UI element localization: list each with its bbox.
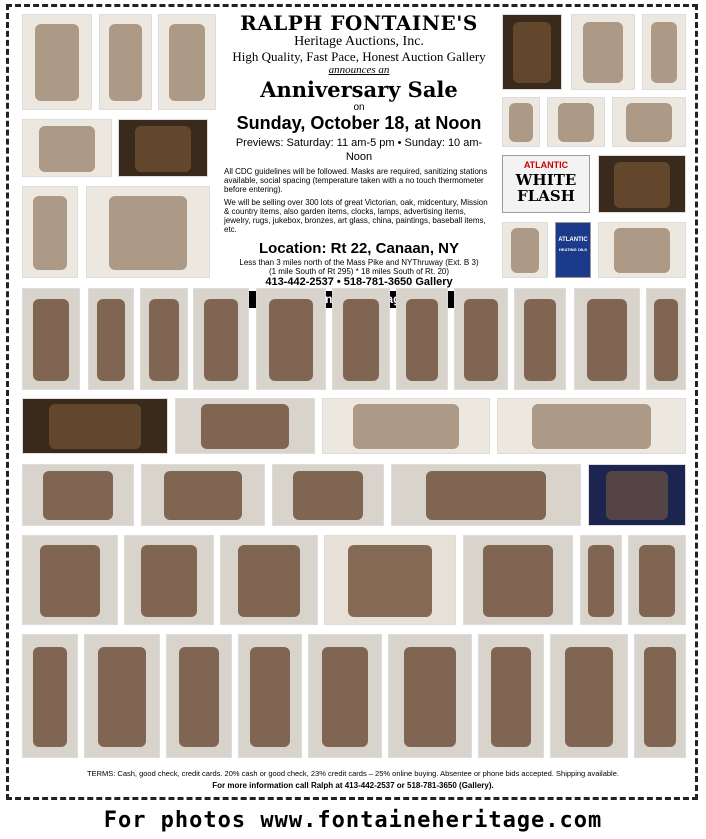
marble-table-photo <box>220 535 318 625</box>
carved-panel-photo <box>22 398 168 454</box>
white-flash-sign-photo <box>502 155 590 213</box>
carved-settle-photo <box>272 464 384 526</box>
mantel-clock-photo <box>502 97 540 147</box>
footer-website[interactable]: For photos www.fontaineheritage.com <box>103 808 603 833</box>
lamp-photo <box>514 288 566 390</box>
wall-clock-photo-3 <box>140 288 188 390</box>
terms-text: TERMS: Cash, good check, credit cards. 20% cash or good check, 23% credit cards – 25% online buying. Absentee or phone bids accepted. Shipping available. <box>87 769 619 778</box>
glass-fish-photo <box>612 97 686 147</box>
curio-cabinet-photo <box>84 634 160 758</box>
small-wall-clock-photo <box>646 288 686 390</box>
wall-clock-photo-1 <box>22 288 80 390</box>
file-cabinet-photo <box>388 634 472 758</box>
directions-text: Less than 3 miles north of the Mass Pike and NYThruway (Ext. B 3) <box>239 258 479 268</box>
sideboard-photo <box>124 535 214 625</box>
tiger-painting-photo <box>598 155 686 213</box>
company-name: Heritage Auctions, Inc. <box>294 34 424 49</box>
rug-photo <box>588 464 686 526</box>
figural-clock-photo <box>571 14 635 90</box>
framed-portrait-photo <box>502 222 548 278</box>
location-text: Location: Rt 22, Canaan, NY <box>258 240 460 258</box>
lounge-chair-photo <box>547 97 605 147</box>
plant-stand-photo <box>642 14 686 90</box>
jukebox-photo <box>628 535 686 625</box>
chest-of-drawers-photo <box>166 634 232 758</box>
bench-photo <box>22 464 134 526</box>
round-table-photo <box>463 535 573 625</box>
bronze-sculpture-photo <box>598 222 686 278</box>
covid-text: All CDC guidelines will be followed. Masks are required, sanitizing stations available, social spacing (temperature taken with a no touch thermometer before entering). <box>224 167 488 195</box>
easel-photo <box>634 634 686 758</box>
highboy-photo <box>238 634 302 758</box>
atlantic-can-photo <box>555 222 591 278</box>
figurines-photo <box>322 398 490 454</box>
phone-numbers: 413-442-2537 • 518-781-3650 Gallery <box>265 276 453 289</box>
trestle-table-photo <box>141 464 265 526</box>
sofa-photo <box>391 464 581 526</box>
silver-tray-photo <box>22 14 92 110</box>
tall-clock-photo <box>396 288 448 390</box>
hall-tree-photo <box>478 634 544 758</box>
fruit-bowl-photo <box>22 119 112 177</box>
event-name: Anniversary Sale <box>260 77 458 102</box>
tagline: High Quality, Fast Pace, Honest Auction Gallery <box>232 49 486 64</box>
announces-text: announces an <box>328 64 390 76</box>
secretary-photo <box>22 634 78 758</box>
directions-text-2: (1 mile South of Rt 295) * 18 miles South of Rt. 20) <box>268 267 450 277</box>
auctioneer-title: RALPH FONTAINE'S <box>240 11 478 35</box>
wall-clock-photo-2 <box>88 288 134 390</box>
carved-crest-photo <box>175 398 315 454</box>
sign-brand-text: ATLANTIC <box>523 160 569 170</box>
bronze-statue-photo <box>454 288 508 390</box>
can-sub-text: HEATING OILS <box>558 247 588 252</box>
carved-desk-photo <box>550 634 628 758</box>
cased-item-photo <box>158 14 216 110</box>
event-date: Sunday, October 18, at Noon <box>236 113 482 133</box>
description-text: We will be selling over 300 lots of great Victorian, oak, midcentury, Mission & country items, also garden items, clocks, lamps, advertising items, jewelry, rugs, jukebox, bronzes, art glass, china, paintings, baseball items, etc. <box>224 197 488 235</box>
on-text: on <box>353 102 365 113</box>
well-sculpture-photo <box>256 288 326 390</box>
bronze-figure-photo <box>193 288 249 390</box>
door-photo <box>308 634 382 758</box>
carved-mirror-photo <box>86 186 210 278</box>
rolltop-desk-photo <box>22 535 118 625</box>
baseball-cards-photo <box>22 186 78 278</box>
previews-text: Previews: Saturday: 11 am-5 pm • Sunday: 10 am-Noon <box>235 137 483 163</box>
announcement <box>224 12 494 308</box>
can-brand-text: ATLANTIC <box>558 237 588 243</box>
crystal-regulator-clock-photo <box>574 288 640 390</box>
carved-chair-photo <box>580 535 622 625</box>
sign-main-text: WHITE FLASH <box>515 171 577 205</box>
red-settee-photo <box>324 535 456 625</box>
dresser-photo <box>332 288 390 390</box>
more-info-text: For more information call Ralph at 413-442-2537 or 518-781-3650 (Gallery). <box>212 781 494 790</box>
carved-heads-photo <box>497 398 686 454</box>
landscape-painting-photo <box>502 14 562 90</box>
hooded-chair-photo <box>99 14 152 110</box>
coins-photo <box>118 119 208 177</box>
